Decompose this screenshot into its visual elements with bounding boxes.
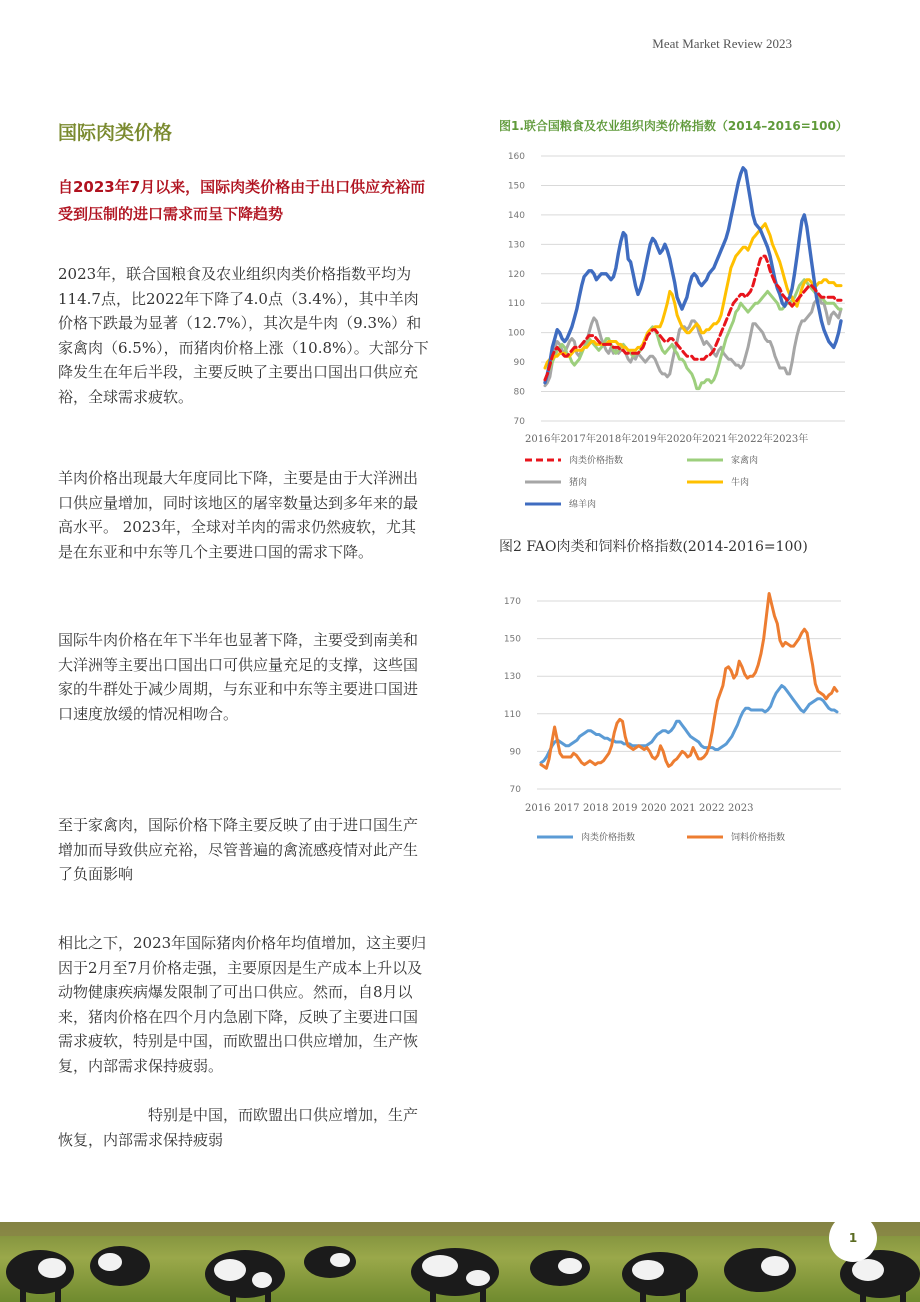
legend-label: 猪肉 xyxy=(569,478,588,488)
y-tick-label: 70 xyxy=(509,785,521,795)
figure-2-title: 图2 FAO肉类和饲料价格指数(2014-2016=100) xyxy=(499,539,808,555)
paragraph-4: 至于家禽肉，国际价格下降主要反映了由于进口国生产增加而导致供应充裕，尽管普遍的禽流感疫情对此产生了负面影响 xyxy=(58,816,419,883)
y-tick-label: 130 xyxy=(507,240,525,251)
subtitle: 自2023年7月以来，国际肉类价格由于出口供应充裕而受到压制的进口需求而呈下降趋势 xyxy=(58,178,426,223)
x-tick-label: 2022 xyxy=(699,803,725,814)
series-line-3 xyxy=(545,168,841,383)
cows-pasture-image xyxy=(0,1222,920,1302)
x-tick-label: 2023 xyxy=(728,803,754,814)
y-tick-label: 90 xyxy=(509,747,521,758)
page-header: Meat Market Review 2023 xyxy=(652,36,792,51)
x-tick-label: 2021 xyxy=(670,803,696,814)
y-tick-label: 90 xyxy=(513,358,525,369)
x-tick-label: 2023年 xyxy=(772,434,809,445)
legend-label: 饲料价格指数 xyxy=(731,833,786,843)
legend-label: 牛肉 xyxy=(731,478,750,488)
y-tick-label: 130 xyxy=(503,672,521,683)
figure-2-chart xyxy=(495,585,855,850)
figure-1-title: 图1.联合国粮食及农业组织肉类价格指数（2014–2016=100） xyxy=(499,119,848,133)
y-tick-label: 170 xyxy=(503,597,521,607)
x-tick-label: 2019 xyxy=(612,803,638,814)
y-tick-label: 70 xyxy=(513,417,525,427)
x-tick-label: 2017 xyxy=(554,803,580,814)
footer-cows-photo xyxy=(0,1222,920,1302)
legend-label: 肉类价格指数 xyxy=(569,456,624,466)
page-number-badge: 1 xyxy=(829,1214,877,1262)
x-tick-label: 2020 xyxy=(641,803,667,814)
y-tick-label: 150 xyxy=(507,181,525,192)
y-tick-label: 110 xyxy=(503,709,521,720)
series-line-1 xyxy=(541,594,837,769)
y-tick-label: 100 xyxy=(507,328,525,339)
legend-label: 家禽肉 xyxy=(731,456,759,466)
y-tick-label: 160 xyxy=(507,152,525,162)
y-tick-label: 80 xyxy=(513,387,525,398)
x-tick-label: 2016年 xyxy=(525,434,561,445)
y-tick-label: 110 xyxy=(507,299,525,310)
y-tick-label: 120 xyxy=(507,269,525,280)
section-title: 国际肉类价格 xyxy=(58,122,173,144)
x-tick-label: 2020年 xyxy=(666,434,703,445)
paragraph-3: 国际牛肉价格在年下半年也显著下降，主要受到南美和大洋洲等主要出口国出口可供应量充足的支撑，这些国家的牛群处于减少周期，与东亚和中东等主要进口国进口速度放缓的情况相吻合。 xyxy=(58,631,419,723)
paragraph-1: 2023年，联合国粮食及农业组织肉类价格指数平均为114.7点，比2022年下降了4.0点（3.4%），其中羊肉价格下跌最为显著（12.7%），其次是牛肉（9.3%）和家禽肉（6.5%），而猪肉价格上涨（10.8%）。大部分下降发生在年后半段，主要反映了主要出口国出口供应充裕，全球需求疲软。 xyxy=(58,265,429,406)
x-tick-label: 2022年 xyxy=(737,434,773,445)
figure-1-chart xyxy=(495,140,855,520)
x-tick-label: 2018 xyxy=(583,803,609,814)
paragraph-2: 羊肉价格出现最大年度同比下降，主要是由于大洋洲出口供应量增加，同时该地区的屠宰数量达到多年来的最高水平。 2023年，全球对羊肉的需求仍然疲软，尤其是在东亚和中东等几个主要进口国的需求下降。 xyxy=(58,469,419,561)
paragraph-5: 相比之下，2023年国际猪肉价格年均值增加，这主要归因于2月至7月价格走强，主要原因是生产成本上升以及动物健康疾病爆发限制了可出口供应。然而，自8月以来，猪肉价格在四个月内急剧下降，反映了主要进口国需求疲软，特别是中国，而欧盟出口供应增加，生产恢复，内部需求保持疲弱。 xyxy=(58,934,427,1075)
paragraph-6: 特别是中国，而欧盟出口供应增加，生产恢复，内部需求保持疲弱 xyxy=(58,1106,419,1149)
legend-label: 绵羊肉 xyxy=(569,500,597,510)
y-tick-label: 140 xyxy=(507,210,525,221)
y-tick-label: 150 xyxy=(503,634,521,645)
legend-label: 肉类价格指数 xyxy=(581,833,636,843)
x-tick-label: 2016 xyxy=(525,803,551,814)
x-tick-label: 2017年 xyxy=(560,434,596,445)
x-tick-label: 2021年 xyxy=(702,434,738,445)
x-tick-label: 2018年 xyxy=(595,434,632,445)
x-tick-label: 2019年 xyxy=(631,434,667,445)
